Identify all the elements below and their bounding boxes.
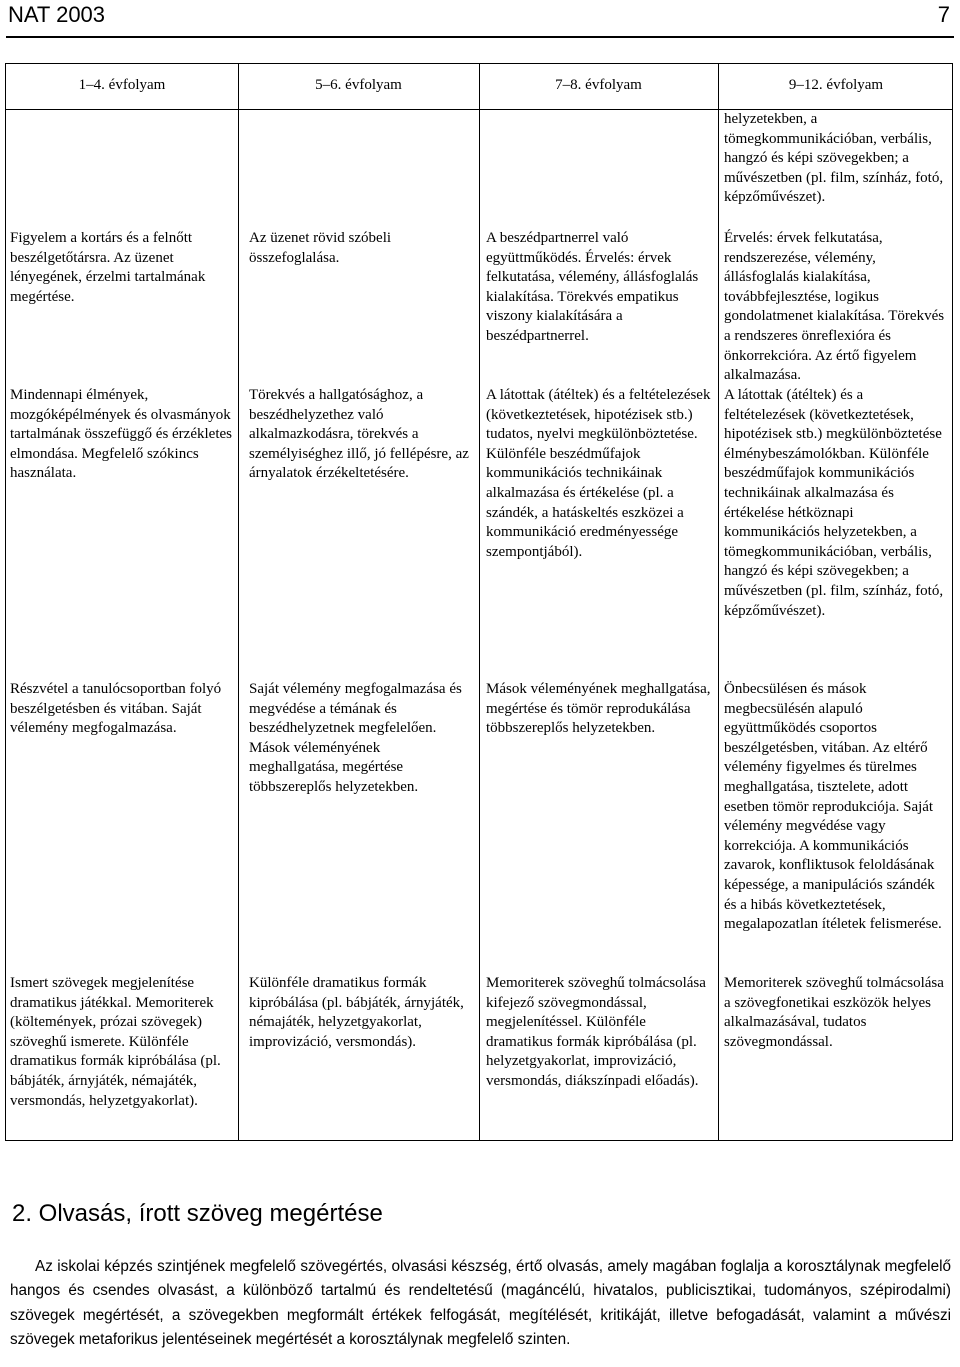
cell-row2-grade-5-6: Törekvés a hallgatósághoz, a beszédhelyzethez való alkalmazkodásra, törekvés a személyiséghez illő, jó fellépésre, az árnyalatok érzékeltetésére.	[249, 387, 469, 482]
section-title: 2. Olvasás, írott szöveg megértése	[12, 1200, 383, 1227]
curriculum-table	[5, 63, 953, 1141]
column-header-grade-7-8: 7–8. évfolyam	[555, 77, 642, 93]
cell-row4-grade-9-12: Memoriterek szöveghű tolmácsolása a szövegfonetikai eszközök helyes alkalmazásával, tudatos szövegmondással.	[724, 975, 944, 1050]
column-header-grade-1-4: 1–4. évfolyam	[78, 77, 166, 93]
page-number: 7	[937, 2, 950, 27]
cell-row1-grade-5-6: Az üzenet rövid szóbeli összefoglalása.	[249, 230, 392, 266]
column-divider	[718, 64, 719, 1140]
cell-row1-grade-9-12: Érvelés: érvek felkutatása, rendszerezése, vélemény, állásfoglalás kialakítása, továbbfejlesztése, logikus gondolatmenet kialakítása. Törekvés a rendszeres önreflexióra és önkorrekcióra. Az értő figyelem alkalmazása.	[724, 230, 945, 384]
cell-row1-grade-7-8: A beszédpartnerrel való együttműködés. Érvelés: érvek felkutatása, vélemény, állásfoglalás kialakítása. Törekvés empatikus viszony kialakítására a beszédpartnerrel.	[486, 230, 699, 344]
cell-row2-grade-7-8: A látottak (átéltek) és a feltételezések (következtetések, hipotézisek stb.) tudatos, nyelvi megkülönböztetése. Különféle beszédműfajok kommunikációs technikáinak alkalmazása és értékelése (pl. a szándék, a hatáskeltés eszközei a kommunikáció eredményessége szempontjából).	[486, 387, 711, 560]
cell-row4-grade-5-6: Különféle dramatikus formák kipróbálása (pl. bábjáték, árnyjáték, némajáték, helyzetgyakorlat, improvizáció, versmondás).	[249, 975, 464, 1050]
cell-row4-grade-7-8: Memoriterek szöveghű tolmácsolása kifejező szövegmondással, megjelenítéssel. Különféle dramatikus formák kipróbálása (pl. helyzetgyakorlat, improvizáció, versmondás, diákszínpadi előadás).	[486, 975, 706, 1089]
cell-row4-grade-1-4: Ismert szövegek megjelenítése dramatikus játékkal. Memoriterek (költemények, prózai szövegek) szöveghű ismerete. Különféle dramatikus formák kipróbálása (pl. bábjáték, árnyjáték, némajáték, versmondás, helyzetgyakorlat).	[10, 975, 221, 1109]
cell-row3-grade-7-8: Mások véleményének meghallgatása, megértése és tömör reprodukálása többszereplős helyzetekben.	[486, 681, 711, 737]
column-header-grade-5-6: 5–6. évfolyam	[315, 77, 402, 93]
cell-continued-text: helyzetekben, a tömegkommunikációban, verbális, hangzó és képi szövegekben; a művészetben (pl. film, színház, fotó, képzőművészet).	[724, 111, 944, 206]
cell-row3-grade-9-12: Önbecsülésen és mások megbecsülésén alapuló együttműködés csoportos beszélgetésben, vitában. Az eltérő vélemény figyelmes és türelmes meghallgatása, tisztelete, adott esetben tömör reprodukciója. Saját vélemény megvédése vagy korrekciója. A kommunikációs zavarok, konfliktusok feloldásának képessége, a manipulációs szándék és a hibás következtetések, megalapozatlan ítéletek felismerése.	[724, 681, 942, 933]
section-intro-paragraph: Az iskolai képzés szintjének megfelelő szövegértés, olvasási készség, értő olvasás, amely magában foglalja a korosztálynak megfelelő hangos és csendes olvasást, a különböző tartalmú és rendeltetésű (magáncélú, hivatalos, publicisztikai, tudományos, szépirodalmi) szövegek megértését, a szövegekben megformált értékek felfogását, megítélését, kritikáját, illetve befogadását, valamint a művészi szövegek metaforikus jelentéseinek megértését a korosztálynak megfelelő szinten.	[10, 1258, 951, 1348]
column-divider	[479, 64, 480, 1140]
header-rule	[6, 36, 954, 38]
page-header	[0, 0, 960, 40]
cell-row2-grade-9-12: A látottak (átéltek) és a feltételezések (következtetések, hipotézisek stb.) megkülönböztetése élménybeszámolókban. Különféle beszédműfajok kommunikációs technikáinak alkalmazása és értékelése hétköznapi kommunikációs helyzetekben, a tömegkommunikációban, verbális, hangzó és képi szövegekben; a művészetben (pl. film, színház, fotó, képzőművészet).	[724, 387, 944, 619]
cell-row3-grade-5-6: Saját vélemény megfogalmazása és megvédése a témának és beszédhelyzetnek megfelelően. Mások véleményének meghallgatása, megértése többszereplős helyzetekben.	[249, 681, 462, 795]
column-header-grade-9-12: 9–12. évfolyam	[788, 77, 884, 93]
cell-row2-grade-1-4: Mindennapi élmények, mozgóképélmények és olvasmányok tartalmának összefüggő és érzékletes elmondása. Megfelelő szókincs használata.	[10, 387, 232, 482]
header-title: NAT 2003	[8, 2, 106, 27]
cell-row1-grade-1-4: Figyelem a kortárs és a felnőtt beszélgetőtársra. Az üzenet lényegének, érzelmi tartalmának megértése.	[10, 230, 206, 305]
column-divider	[238, 64, 239, 1140]
cell-row3-grade-1-4: Részvétel a tanulócsoportban folyó beszélgetésben és vitában. Saját vélemény megfogalmazása.	[10, 681, 222, 737]
